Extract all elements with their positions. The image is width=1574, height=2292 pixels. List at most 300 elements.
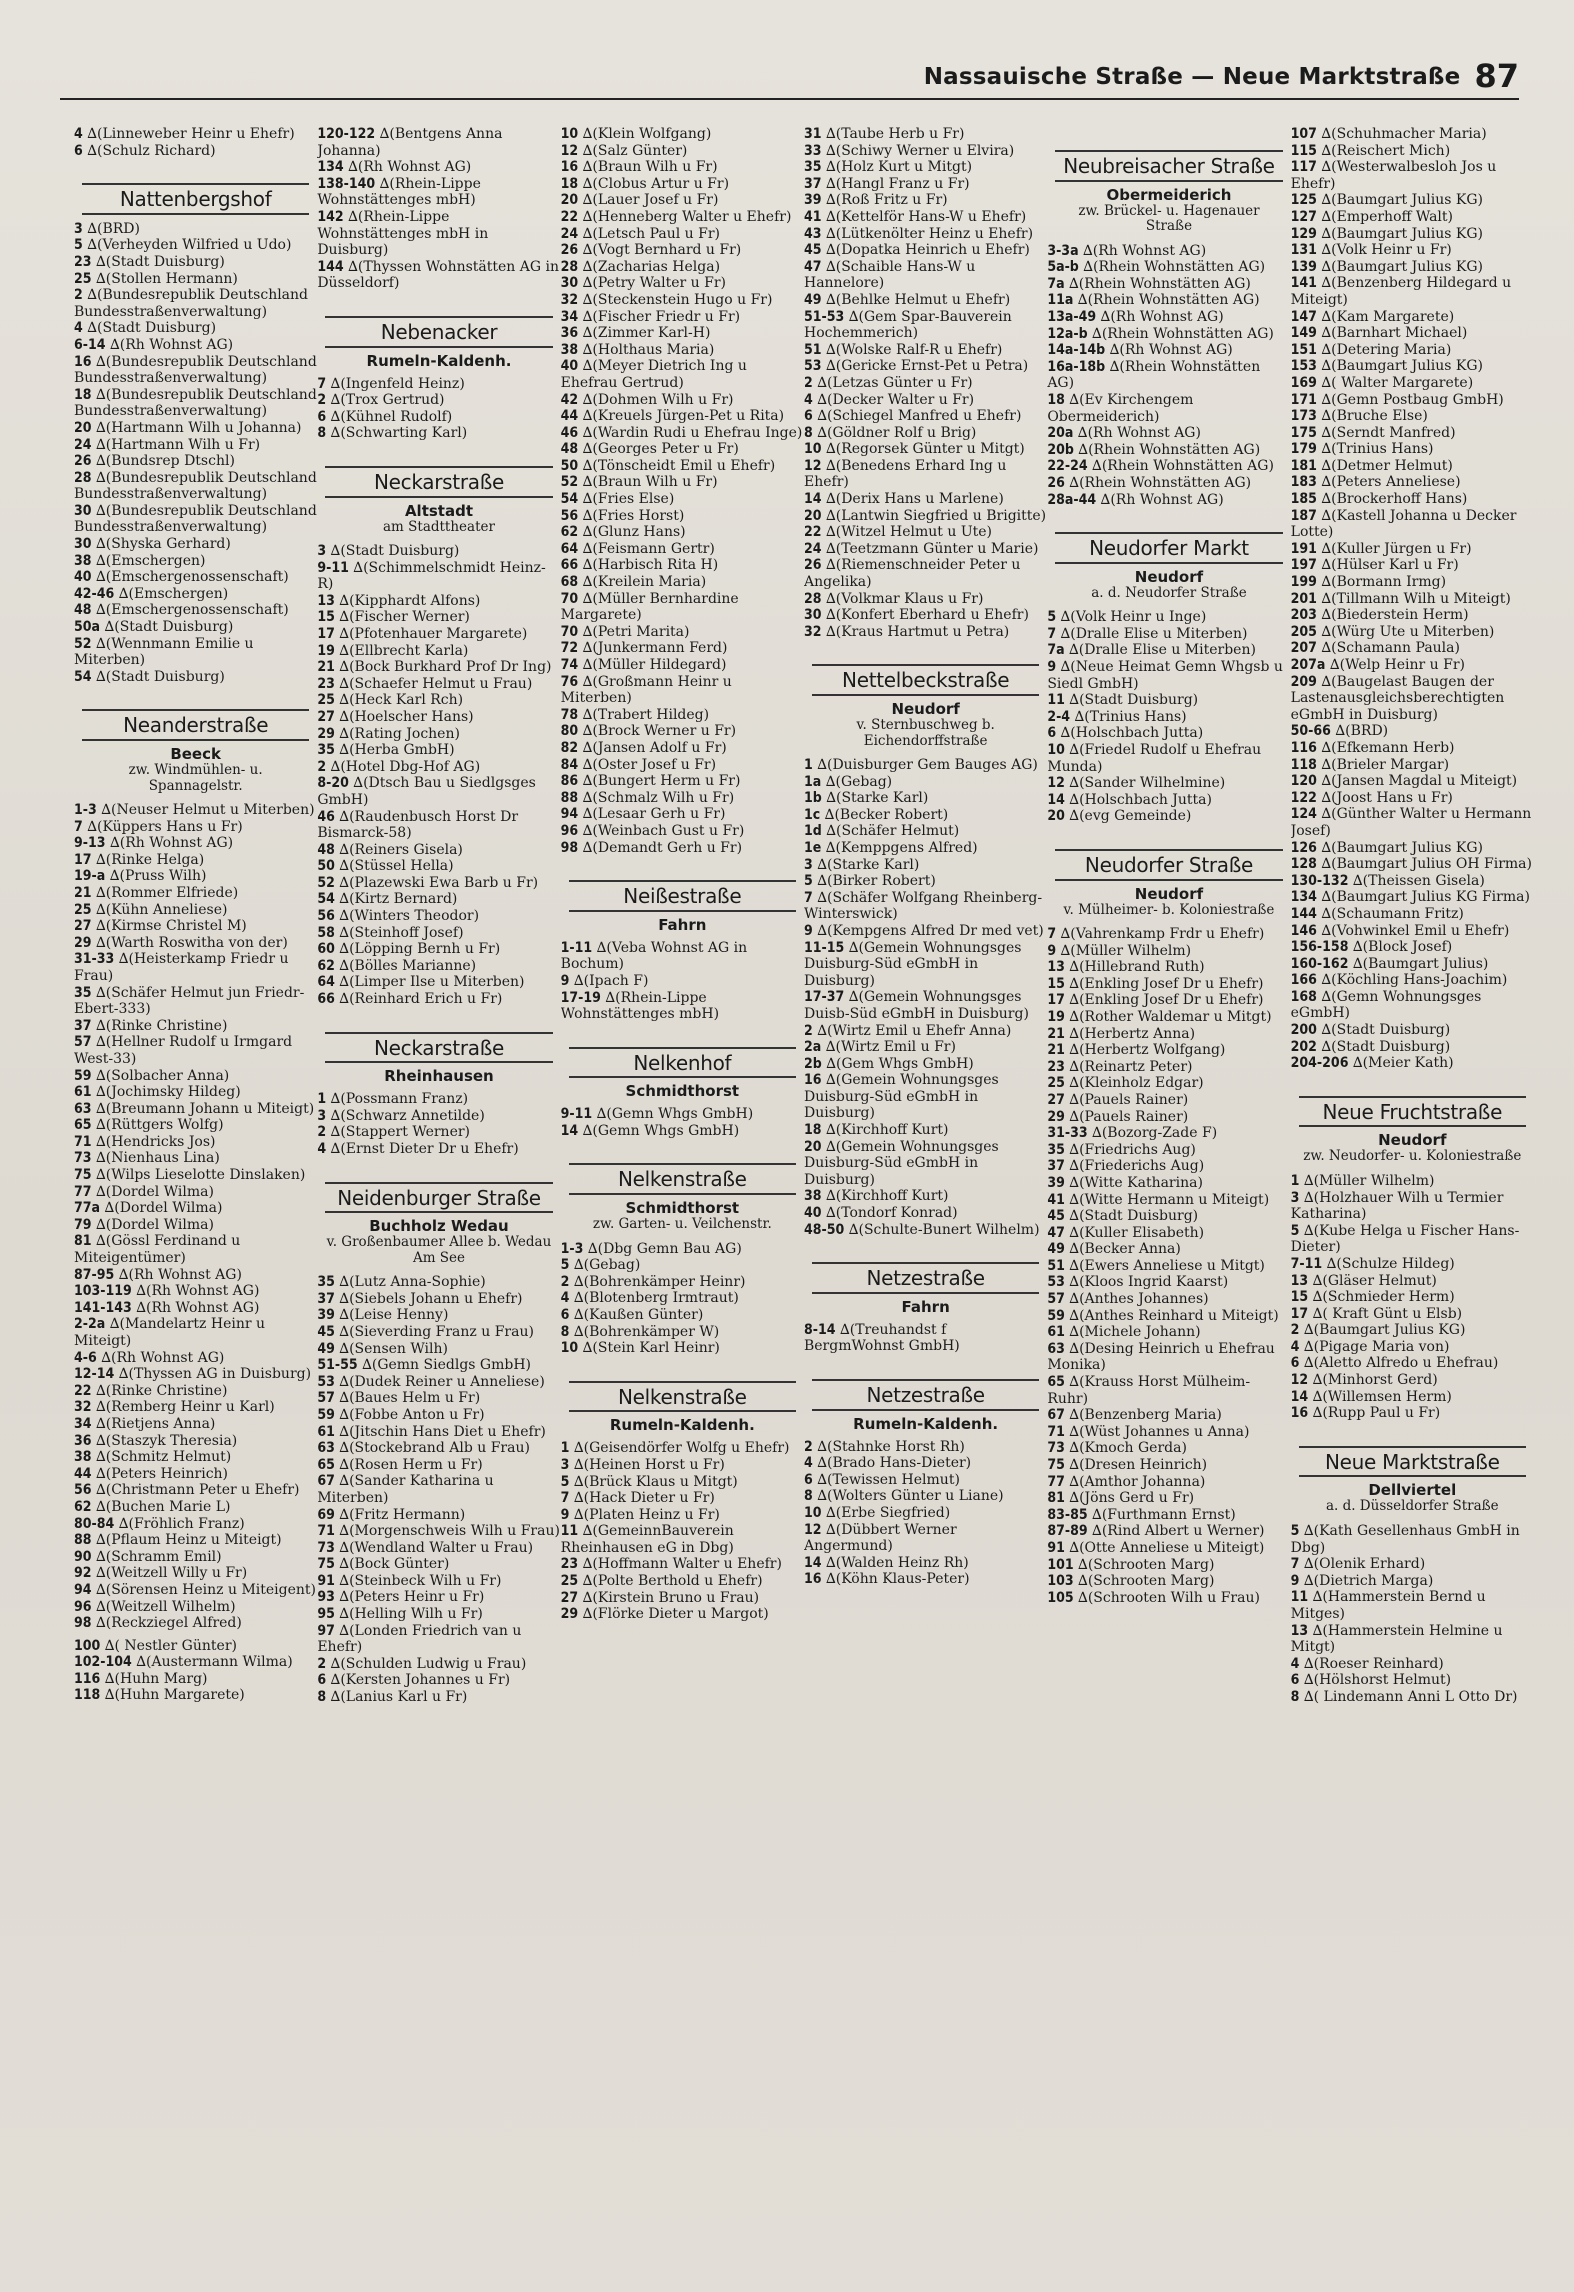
owner-text: ∆(Schiwy Werner u Elvira) xyxy=(821,142,1015,159)
house-number: 37 xyxy=(803,175,822,192)
address-entry xyxy=(74,1383,317,1400)
address-entry xyxy=(1291,1273,1534,1290)
house-number: 14 xyxy=(803,491,822,508)
house-number: 168 xyxy=(1290,988,1317,1005)
owner-text: ∆(Petry Walter u Fr) xyxy=(578,275,727,292)
owner-text: ∆(Block Josef) xyxy=(1348,939,1453,956)
address-entry xyxy=(1291,1389,1534,1406)
owner-text: ∆(Hendricks Jos) xyxy=(91,1133,216,1150)
address-entry xyxy=(804,143,1047,160)
house-number: 115 xyxy=(1290,142,1317,159)
address-entry xyxy=(1291,923,1534,940)
address-entry xyxy=(1291,989,1534,1022)
owner-text: ∆(Emschergenossenschaft) xyxy=(91,602,289,619)
house-number: 44 xyxy=(74,1465,92,1482)
address-entry xyxy=(561,425,804,442)
address-entry xyxy=(74,453,317,470)
house-number: 26 xyxy=(1047,474,1065,491)
street-heading xyxy=(325,1182,552,1267)
house-number: 10 xyxy=(803,441,822,458)
house-number: 73 xyxy=(317,1539,335,1556)
house-number: 20 xyxy=(1047,808,1065,825)
house-number: 90 xyxy=(74,1548,92,1565)
address-entry xyxy=(561,640,804,657)
address-entry xyxy=(1291,1322,1534,1339)
house-number: 6 xyxy=(803,408,813,425)
house-number: 75 xyxy=(74,1167,92,1184)
house-number: 14 xyxy=(1047,791,1065,808)
house-number: 4 xyxy=(74,126,83,142)
house-number: 3 xyxy=(803,856,813,873)
address-entry xyxy=(804,541,1047,558)
house-number: 35 xyxy=(1047,1141,1065,1158)
house-number: 2 xyxy=(1290,1322,1300,1339)
address-entry xyxy=(74,1068,317,1085)
house-number: 48 xyxy=(74,602,92,619)
address-entry xyxy=(317,1407,560,1424)
address-entry xyxy=(317,1108,560,1125)
owner-text: ∆(Baumgart Julius) xyxy=(1348,955,1489,972)
address-entry xyxy=(317,1274,560,1291)
address-entry xyxy=(317,1357,560,1374)
house-number: 50 xyxy=(317,858,335,875)
owner-text: ∆(Stadt Duisburg) xyxy=(1064,1208,1199,1225)
house-number: 40 xyxy=(74,569,92,586)
owner-text: ∆(Dübbert Werner Angermund) xyxy=(803,1521,957,1555)
owner-text: ∆(Jöns Gerd u Fr) xyxy=(1064,1490,1195,1507)
house-number: 20a xyxy=(1047,425,1074,442)
address-entry xyxy=(804,1072,1047,1122)
street-heading xyxy=(569,1163,796,1232)
house-number: 2a xyxy=(803,1039,822,1056)
street-name: Neckarstraße xyxy=(325,466,552,498)
house-number: 78 xyxy=(560,706,579,723)
address-entry xyxy=(561,940,804,973)
address-entry xyxy=(561,790,804,807)
owner-text: ∆(Brieler Margar) xyxy=(1316,756,1450,773)
house-number: 81 xyxy=(1047,1490,1065,1507)
address-entry xyxy=(317,1523,560,1540)
address-entry xyxy=(317,1473,560,1506)
owner-text: ∆(Letzas Günter u Fr) xyxy=(812,374,973,391)
address-entry xyxy=(1291,1223,1534,1256)
address-entry xyxy=(317,1457,560,1474)
address-entry xyxy=(1047,309,1290,326)
address-entry xyxy=(74,602,317,619)
house-number: 66 xyxy=(560,557,579,574)
owner-text: ∆(Brock Werner u Fr) xyxy=(578,723,737,740)
address-entry xyxy=(317,1589,560,1606)
house-number: 26 xyxy=(74,453,92,470)
house-number: 4 xyxy=(560,1290,570,1307)
house-number: 50-66 xyxy=(1290,723,1331,740)
address-entry xyxy=(1047,1490,1290,1507)
street-name: Nettelbeckstraße xyxy=(812,664,1039,696)
address-entry xyxy=(74,1532,317,1549)
owner-text: ∆(Desing Heinrich u Ehefrau Monika) xyxy=(1047,1340,1275,1374)
house-number: 37 xyxy=(317,1290,335,1307)
owner-text: ∆(Dtsch Bau u Siedlgsges GmbH) xyxy=(317,775,536,808)
address-entry xyxy=(1047,1407,1290,1424)
owner-text: ∆(Otte Anneliese u Miteigt) xyxy=(1064,1539,1265,1556)
owner-text: ∆(Trinius Hans) xyxy=(1316,441,1434,458)
house-number: 16 xyxy=(1290,1405,1309,1422)
address-entry xyxy=(804,1056,1047,1073)
address-entry xyxy=(74,1671,317,1688)
address-entry xyxy=(74,1638,317,1655)
owner-text: ∆(Bohrenkämper W) xyxy=(569,1323,720,1340)
house-number: 77a xyxy=(74,1200,101,1217)
owner-text: ∆(Jansen Adolf u Fr) xyxy=(578,739,727,756)
owner-text: ∆(Georges Peter u Fr) xyxy=(578,441,739,458)
owner-text: ∆(Rhein Wohnstätten AG) xyxy=(1087,325,1274,342)
owner-text: ∆(Steinbeck Wilh u Fr) xyxy=(334,1572,502,1589)
page-title: Nassauische Straße — Neue Marktstraße xyxy=(923,64,1461,90)
address-entry xyxy=(317,1341,560,1358)
house-number: 23 xyxy=(1047,1058,1065,1075)
owner-text: ∆(Reinartz Peter) xyxy=(1064,1058,1193,1075)
address-entry xyxy=(561,275,804,292)
address-entry xyxy=(74,287,317,320)
house-number: 6 xyxy=(317,1672,327,1689)
owner-text: ∆(Rh Wohnst AG) xyxy=(131,1299,260,1316)
house-number: 124 xyxy=(1290,806,1317,823)
owner-text: ∆(Pruss Wilh) xyxy=(105,868,207,885)
owner-text: ∆(Schramm Emil) xyxy=(91,1548,222,1565)
address-entry xyxy=(804,1571,1047,1588)
house-number: 35 xyxy=(317,742,335,759)
address-entry xyxy=(1291,143,1534,160)
address-entry xyxy=(1047,1474,1290,1491)
owner-text: ∆(Birker Robert) xyxy=(812,873,936,890)
owner-text: ∆(Sander Katharina u Miterben) xyxy=(317,1473,494,1506)
address-entry xyxy=(1291,458,1534,475)
house-number: 30 xyxy=(560,275,579,292)
address-entry xyxy=(804,790,1047,807)
owner-text: ∆(Teetzmann Günter u Marie) xyxy=(821,540,1039,557)
owner-text: ∆(Stadt Duisburg) xyxy=(1316,1038,1451,1055)
address-entry xyxy=(1291,856,1534,873)
owner-text: ∆(Helling Wilh u Fr) xyxy=(334,1606,483,1623)
house-number: 10 xyxy=(803,1504,822,1521)
owner-text: ∆(Bundesrepublik Deutschland Bundesstraßenverwaltung) xyxy=(74,469,317,503)
owner-text: ∆(Bruche Else) xyxy=(1316,408,1428,425)
owner-text: ∆(Stadt Duisburg) xyxy=(1064,692,1199,709)
house-number: 7a xyxy=(1047,275,1065,292)
owner-text: ∆(Huhn Marg) xyxy=(100,1670,208,1687)
street-name: Neue Fruchtstraße xyxy=(1299,1096,1526,1128)
house-number: 28 xyxy=(803,590,822,607)
house-number: 13a-49 xyxy=(1047,308,1097,325)
address-entry xyxy=(1047,292,1290,309)
house-number: 17-37 xyxy=(803,989,845,1006)
owner-text: ∆(Buchen Marie L) xyxy=(91,1498,231,1515)
district-name: Schmidthorst xyxy=(625,1199,740,1218)
owner-text: ∆(Bormann Irmg) xyxy=(1316,574,1447,591)
owner-text: ∆(Wendland Walter u Frau) xyxy=(334,1539,534,1556)
house-number: 37 xyxy=(1047,1158,1065,1175)
owner-text: ∆(Trinius Hans) xyxy=(1070,708,1187,725)
address-entry xyxy=(1291,1589,1534,1622)
house-number: 7 xyxy=(803,889,813,906)
address-entry xyxy=(1047,1225,1290,1242)
address-entry xyxy=(1291,657,1534,674)
street-heading xyxy=(325,316,552,370)
owner-text: ∆(Rh Wohnst AG) xyxy=(1105,342,1233,359)
house-number: 79 xyxy=(74,1216,92,1233)
house-number: 91 xyxy=(1047,1539,1065,1556)
house-number: 32 xyxy=(803,623,822,640)
house-number: 21 xyxy=(1047,1042,1065,1059)
house-number: 6 xyxy=(1047,725,1057,742)
house-number: 26 xyxy=(560,242,579,259)
house-number: 20 xyxy=(803,1138,822,1155)
house-number: 12 xyxy=(1047,775,1065,792)
house-number: 35 xyxy=(317,1274,335,1291)
owner-text: ∆(Schamann Paula) xyxy=(1316,640,1460,657)
house-number: 6 xyxy=(1290,1355,1300,1372)
owner-text: ∆(Pflaum Heinz u Miteigt) xyxy=(91,1532,282,1549)
address-entry xyxy=(561,1590,804,1607)
address-entry xyxy=(804,890,1047,923)
house-number: 141-143 xyxy=(74,1299,132,1316)
address-entry xyxy=(1047,392,1290,425)
owner-text: ∆(Gössl Ferdinand u Miteigentümer) xyxy=(74,1233,241,1267)
address-entry xyxy=(74,1117,317,1134)
address-entry xyxy=(561,1324,804,1341)
street-name: Nelkenhof xyxy=(569,1047,796,1079)
address-entry xyxy=(74,1687,317,1704)
address-entry xyxy=(1291,1523,1534,1556)
address-entry xyxy=(561,325,804,342)
owner-text: ∆(Herba GmbH) xyxy=(334,742,455,759)
house-number: 153 xyxy=(1290,358,1317,375)
address-entry xyxy=(1047,1059,1290,1076)
owner-text: ∆(Löpping Bernh u Fr) xyxy=(334,941,501,958)
house-number: 7 xyxy=(1047,625,1057,642)
owner-text: ∆(Kirchhoff Kurt) xyxy=(821,1188,949,1205)
house-number: 15 xyxy=(1290,1289,1309,1306)
address-entry xyxy=(74,1233,317,1266)
address-entry xyxy=(804,508,1047,525)
address-entry xyxy=(74,1416,317,1433)
owner-text: ∆( Kraft Günt u Elsb) xyxy=(1308,1305,1463,1322)
address-entry xyxy=(317,1689,560,1706)
address-entry xyxy=(317,259,560,292)
house-number: 138-140 xyxy=(317,175,376,192)
address-entry xyxy=(804,176,1047,193)
owner-text: ∆(Gemein Wohnungsges Duisburg-Süd eGmbH in Duisburg) xyxy=(803,1072,999,1122)
address-entry xyxy=(74,819,317,836)
house-number: 93 xyxy=(317,1589,335,1606)
house-number: 9-13 xyxy=(74,835,106,852)
street-heading xyxy=(569,1381,796,1435)
address-entry xyxy=(561,126,804,143)
district-name: Buchholz Wedau xyxy=(369,1217,509,1236)
address-entry xyxy=(74,536,317,553)
house-number: 103-119 xyxy=(74,1283,132,1300)
owner-text: ∆(Emschergenossenschaft) xyxy=(91,569,289,586)
address-entry xyxy=(317,392,560,409)
owner-text: ∆(Furthmann Ernst) xyxy=(1087,1506,1236,1523)
address-entry xyxy=(1291,607,1534,624)
owner-text: ∆(Holz Kurt u Mitgt) xyxy=(821,159,973,176)
house-number: 142 xyxy=(317,208,344,225)
owner-text: ∆(Riemenschneider Peter u Angelika) xyxy=(803,557,1021,591)
owner-text: ∆(Vogt Bernhard u Fr) xyxy=(578,242,742,259)
house-number: 17 xyxy=(317,625,335,642)
owner-text: ∆(Siebels Johann u Ehefr) xyxy=(334,1290,523,1307)
house-number: 4-6 xyxy=(74,1349,97,1366)
address-entry xyxy=(317,908,560,925)
address-entry xyxy=(561,342,804,359)
house-number: 2-2a xyxy=(74,1316,106,1333)
owner-text: ∆(Becker Robert) xyxy=(820,806,949,823)
house-number: 120 xyxy=(1290,773,1317,790)
house-number: 2 xyxy=(74,287,83,304)
column-2 xyxy=(317,126,560,2262)
address-entry xyxy=(74,354,317,387)
owner-text: ∆(Rommer Elfriede) xyxy=(91,884,239,901)
address-entry xyxy=(804,1039,1047,1056)
owner-text: ∆(Kuller Jürgen u Fr) xyxy=(1316,540,1472,557)
address-entry xyxy=(1047,1523,1290,1540)
district-name: Neudorf xyxy=(1134,884,1204,903)
house-number: 59 xyxy=(1047,1307,1065,1324)
address-entry xyxy=(804,1139,1047,1189)
owner-text: ∆(Behlke Helmut u Ehefr) xyxy=(821,291,1011,308)
address-entry xyxy=(1291,1256,1534,1273)
house-number: 125 xyxy=(1290,192,1317,209)
owner-text: ∆(Herbertz Anna) xyxy=(1064,1025,1196,1042)
house-number: 28 xyxy=(560,258,579,275)
address-entry xyxy=(1291,474,1534,491)
house-number: 7 xyxy=(317,375,327,392)
address-entry xyxy=(317,742,560,759)
address-entry xyxy=(804,1122,1047,1139)
address-entry xyxy=(1047,1125,1290,1142)
owner-text: ∆(Kempgens Alfred Dr med vet) xyxy=(812,922,1044,939)
address-entry xyxy=(1047,1175,1290,1192)
house-number: 46 xyxy=(317,808,335,825)
address-entry xyxy=(74,1134,317,1151)
address-entry xyxy=(74,1549,317,1566)
address-entry xyxy=(561,591,804,624)
house-number: 64 xyxy=(317,974,335,991)
house-number: 64 xyxy=(560,540,579,557)
house-number: 31-33 xyxy=(1047,1125,1088,1142)
owner-text: ∆(Neuser Helmut u Miterben) xyxy=(96,802,315,818)
address-entry xyxy=(317,1573,560,1590)
owner-text: ∆(Sensen Wilh) xyxy=(334,1340,448,1357)
house-number: 19-a xyxy=(74,868,106,885)
address-entry xyxy=(317,1672,560,1689)
owner-text: ∆(Nienhaus Lina) xyxy=(91,1150,220,1167)
address-entry xyxy=(74,1615,317,1632)
house-number: 25 xyxy=(317,692,335,709)
owner-text: ∆(Kühnel Rudolf) xyxy=(326,408,453,425)
address-entry xyxy=(74,1267,317,1284)
owner-text: ∆(Leise Henny) xyxy=(334,1307,449,1324)
house-number: 87-89 xyxy=(1047,1523,1088,1540)
owner-text: ∆(Volk Heinr u Fr) xyxy=(1316,242,1452,259)
owner-text: ∆(Jitschin Hans Diet u Ehefr) xyxy=(334,1423,546,1440)
house-number: 102-104 xyxy=(74,1654,132,1671)
house-number: 28 xyxy=(74,469,92,486)
house-number: 62 xyxy=(317,957,335,974)
street-heading xyxy=(1055,150,1282,235)
owner-text: ∆(Hack Dieter u Fr) xyxy=(569,1490,715,1507)
owner-text: ∆(Letsch Paul u Fr) xyxy=(578,225,720,242)
owner-text: ∆(Treuhandst f BergmWohnst GmbH) xyxy=(803,1321,960,1355)
house-number: 71 xyxy=(1047,1423,1065,1440)
address-entry xyxy=(561,392,804,409)
owner-text: ∆(Thyssen Wohnstätten AG in Düsseldorf) xyxy=(317,258,559,292)
address-entry xyxy=(1047,425,1290,442)
address-entry xyxy=(1291,126,1534,143)
house-number: 5 xyxy=(1290,1522,1300,1539)
owner-text: ∆(Rother Waldemar u Mitgt) xyxy=(1064,1008,1272,1025)
house-number: 35 xyxy=(74,984,92,1001)
owner-text: ∆(Reischert Mich) xyxy=(1316,142,1451,159)
owner-text: ∆(Derix Hans u Marlene) xyxy=(821,491,1004,508)
house-number: 6 xyxy=(560,1306,570,1323)
address-entry xyxy=(74,237,317,254)
address-entry xyxy=(561,226,804,243)
address-entry xyxy=(74,437,317,454)
house-number: 30 xyxy=(74,502,92,519)
owner-text: ∆(Weitzell Wilhelm) xyxy=(91,1598,236,1615)
address-entry xyxy=(561,1507,804,1524)
address-entry xyxy=(1291,873,1534,890)
address-entry xyxy=(804,441,1047,458)
house-number: 20 xyxy=(803,507,822,524)
owner-text: ∆(Hoffmann Walter u Ehefr) xyxy=(578,1556,782,1573)
address-entry xyxy=(804,358,1047,375)
house-number: 27 xyxy=(1047,1091,1065,1108)
address-entry xyxy=(1291,1339,1534,1356)
owner-text: ∆(Schiegel Manfred u Ehefr) xyxy=(812,408,1022,425)
address-entry xyxy=(74,420,317,437)
house-number: 48 xyxy=(317,841,335,858)
address-entry xyxy=(1291,325,1534,342)
address-entry xyxy=(561,674,804,707)
owner-text: ∆(Weitzell Willy u Fr) xyxy=(91,1565,248,1582)
address-entry xyxy=(1047,775,1290,792)
house-number: 175 xyxy=(1290,424,1317,441)
address-entry xyxy=(1047,359,1290,392)
column-1 xyxy=(74,126,317,2262)
address-entry xyxy=(1047,725,1290,742)
address-entry xyxy=(1291,375,1534,392)
address-entry xyxy=(1047,642,1290,659)
address-entry xyxy=(317,1307,560,1324)
house-number: 61 xyxy=(74,1084,92,1101)
house-number: 52 xyxy=(560,474,579,491)
owner-text: ∆(Sieverding Franz u Frau) xyxy=(334,1323,534,1340)
house-number: 34 xyxy=(74,1415,92,1432)
owner-text: ∆(Lutz Anna-Sophie) xyxy=(334,1274,486,1291)
owner-text: ∆(Rhein Wohnstätten AG) xyxy=(1073,292,1260,309)
house-number: 197 xyxy=(1290,557,1317,574)
owner-text: ∆(Friedel Rudolf u Ehefrau Munda) xyxy=(1047,741,1262,775)
address-entry xyxy=(804,940,1047,990)
owner-text: ∆(Peters Anneliese) xyxy=(1316,474,1461,491)
owner-text: ∆(Pigage Maria von) xyxy=(1299,1338,1450,1355)
address-entry xyxy=(74,1150,317,1167)
house-number: 77 xyxy=(1047,1473,1065,1490)
street-extent-note: am Stadttheater xyxy=(383,518,495,535)
